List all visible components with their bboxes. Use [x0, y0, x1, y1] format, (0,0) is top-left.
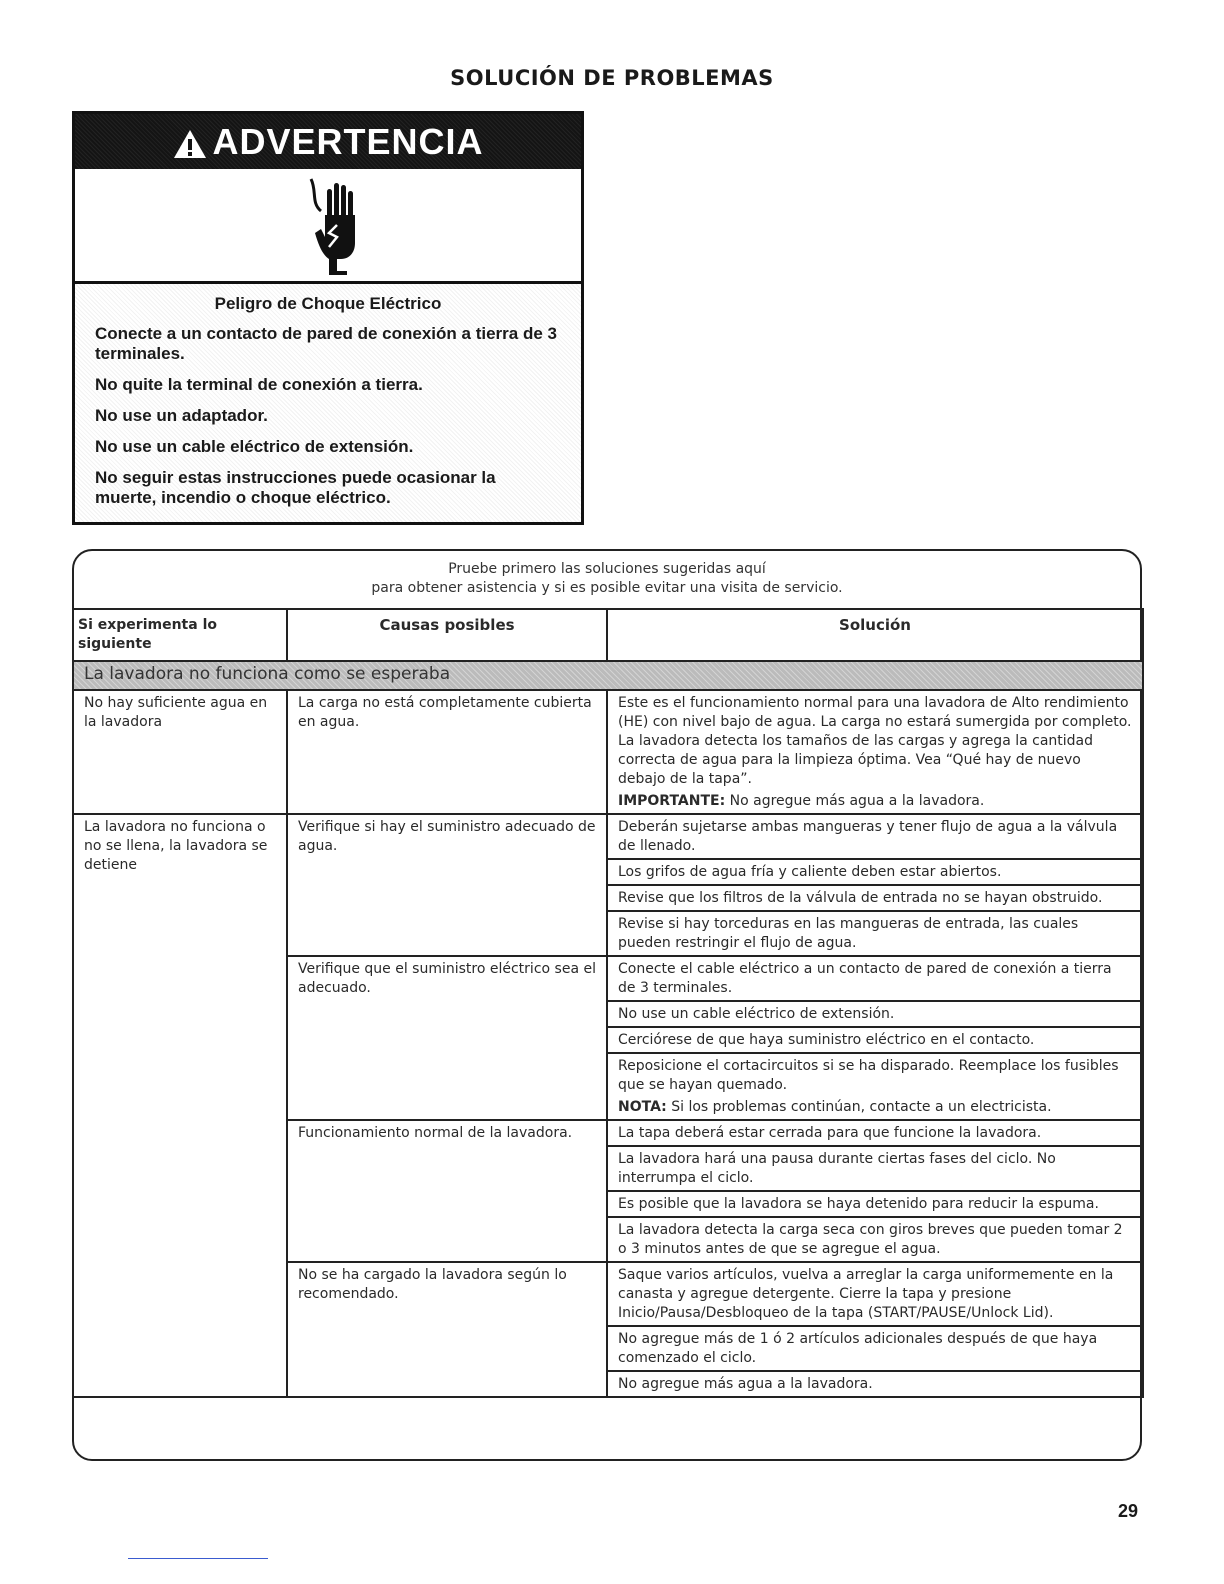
solution-cell — [607, 1262, 1143, 1397]
cause-cell: Funcionamiento normal de la lavadora. — [287, 1120, 607, 1262]
warning-line: Conecte a un contacto de pared de conexión a tierra de 3 terminales. — [95, 324, 557, 363]
solution-text: Este es el funcionamiento normal para una lavadora de Alto rendimiento (HE) con nivel bajo de agua. La carga no estará sumergida por completo. La lavadora detecta los tamaños de las cargas y agrega la cantidad correcta de agua para la limpieza óptima. Vea “Qué hay de nuevo debajo de la tapa”. — [618, 695, 1132, 787]
solution-item: La lavadora detecta la carga seca con giros breves que pueden tomar 2 o 3 minutos antes de que se agregue el agua. — [608, 1216, 1142, 1261]
solution-cell — [607, 690, 1143, 814]
page-title: SOLUCIÓN DE PROBLEMAS — [450, 66, 774, 90]
solution-item: Cerciórese de que haya suministro eléctrico en el contacto. — [608, 1026, 1142, 1052]
note-label: NOTA: — [618, 1099, 667, 1115]
solution-cell — [607, 956, 1143, 1120]
solution-item: Conecte el cable eléctrico a un contacto de pared de conexión a tierra de 3 terminales. — [618, 961, 1112, 996]
solution-item: Revise que los filtros de la válvula de entrada no se hayan obstruido. — [608, 884, 1142, 910]
solution-item — [608, 1052, 1142, 1119]
warning-header-text: ADVERTENCIA — [212, 121, 484, 162]
solution-item: Los grifos de agua fría y caliente deben estar abiertos. — [608, 858, 1142, 884]
symptom-cell: No hay suficiente agua en la lavadora — [73, 690, 287, 814]
solution-item: No agregue más agua a la lavadora. — [608, 1370, 1142, 1396]
solution-item: Deberán sujetarse ambas mangueras y tener flujo de agua a la válvula de llenado. — [618, 819, 1118, 854]
table-row — [73, 690, 1143, 814]
header-symptom: Si experimenta lo siguiente — [73, 609, 287, 661]
warning-header — [75, 114, 581, 169]
warning-line: No use un cable eléctrico de extensión. — [95, 437, 414, 456]
warning-line: No use un adaptador. — [95, 406, 268, 425]
header-cause: Causas posibles — [287, 609, 607, 661]
cause-cell: La carga no está completamente cubierta en agua. — [287, 690, 607, 814]
warning-triangle-icon — [172, 128, 208, 160]
solution-item — [608, 691, 1142, 813]
electric-shock-hand-icon — [307, 175, 367, 275]
cause-cell: No se ha cargado la lavadora según lo recomendado. — [287, 1262, 607, 1397]
solution-note — [618, 792, 1132, 811]
warning-box — [72, 111, 584, 525]
footer-line — [128, 1558, 268, 1559]
note-text: Si los problemas continúan, contacte a un electricista. — [666, 1099, 1052, 1115]
solution-cell — [607, 1120, 1143, 1262]
warning-body — [75, 284, 581, 522]
troubleshooting-table — [72, 608, 1144, 1398]
note-label: IMPORTANTE: — [618, 793, 726, 809]
symptom-cell: La lavadora no funciona o no se llena, la lavadora se detiene — [73, 814, 287, 1397]
intro-text — [72, 560, 1142, 598]
cause-cell: Verifique si hay el suministro adecuado de agua. — [287, 814, 607, 956]
cause-cell: Verifique que el suministro eléctrico sea el adecuado. — [287, 956, 607, 1120]
warning-line: No quite la terminal de conexión a tierra. — [95, 375, 423, 394]
section-row — [73, 661, 1143, 690]
solution-item: Saque varios artículos, vuelva a arreglar la carga uniformemente en la canasta y agregue detergente. Cierre la tapa y presione Inicio/Pausa/Desbloqueo de la tapa (START/PAUSE/Unlock Lid). — [618, 1267, 1114, 1321]
header-solution: Solución — [607, 609, 1143, 661]
note-text: No agregue más agua a la lavadora. — [725, 793, 985, 809]
intro-line-2: para obtener asistencia y si es posible evitar una visita de servicio. — [371, 580, 843, 596]
solution-note — [618, 1098, 1132, 1117]
solution-item: La tapa deberá estar cerrada para que funcione la lavadora. — [618, 1125, 1042, 1141]
table-row — [73, 814, 1143, 956]
solution-item: No use un cable eléctrico de extensión. — [608, 1000, 1142, 1026]
solution-item: Revise si hay torceduras en las mangueras de entrada, las cuales pueden restringir el flujo de agua. — [608, 910, 1142, 955]
section-title: La lavadora no funciona como se esperaba — [73, 661, 1143, 690]
solution-item: No agregue más de 1 ó 2 artículos adicionales después de que haya comenzado el ciclo. — [608, 1325, 1142, 1370]
warning-icon-area — [75, 169, 581, 284]
warning-line: No seguir estas instrucciones puede ocasionar la muerte, incendio o choque eléctrico. — [95, 468, 496, 507]
table-header-row — [73, 609, 1143, 661]
warning-subtitle: Peligro de Choque Eléctrico — [214, 294, 442, 313]
solution-item: Es posible que la lavadora se haya detenido para reducir la espuma. — [608, 1190, 1142, 1216]
solution-text: Reposicione el cortacircuitos si se ha disparado. Reemplace los fusibles que se hayan quemado. — [618, 1058, 1119, 1093]
page-number: 29 — [1118, 1501, 1139, 1521]
intro-line-1: Pruebe primero las soluciones sugeridas aquí — [448, 561, 766, 577]
solution-item: La lavadora hará una pausa durante ciertas fases del ciclo. No interrumpa el ciclo. — [608, 1145, 1142, 1190]
solution-cell — [607, 814, 1143, 956]
